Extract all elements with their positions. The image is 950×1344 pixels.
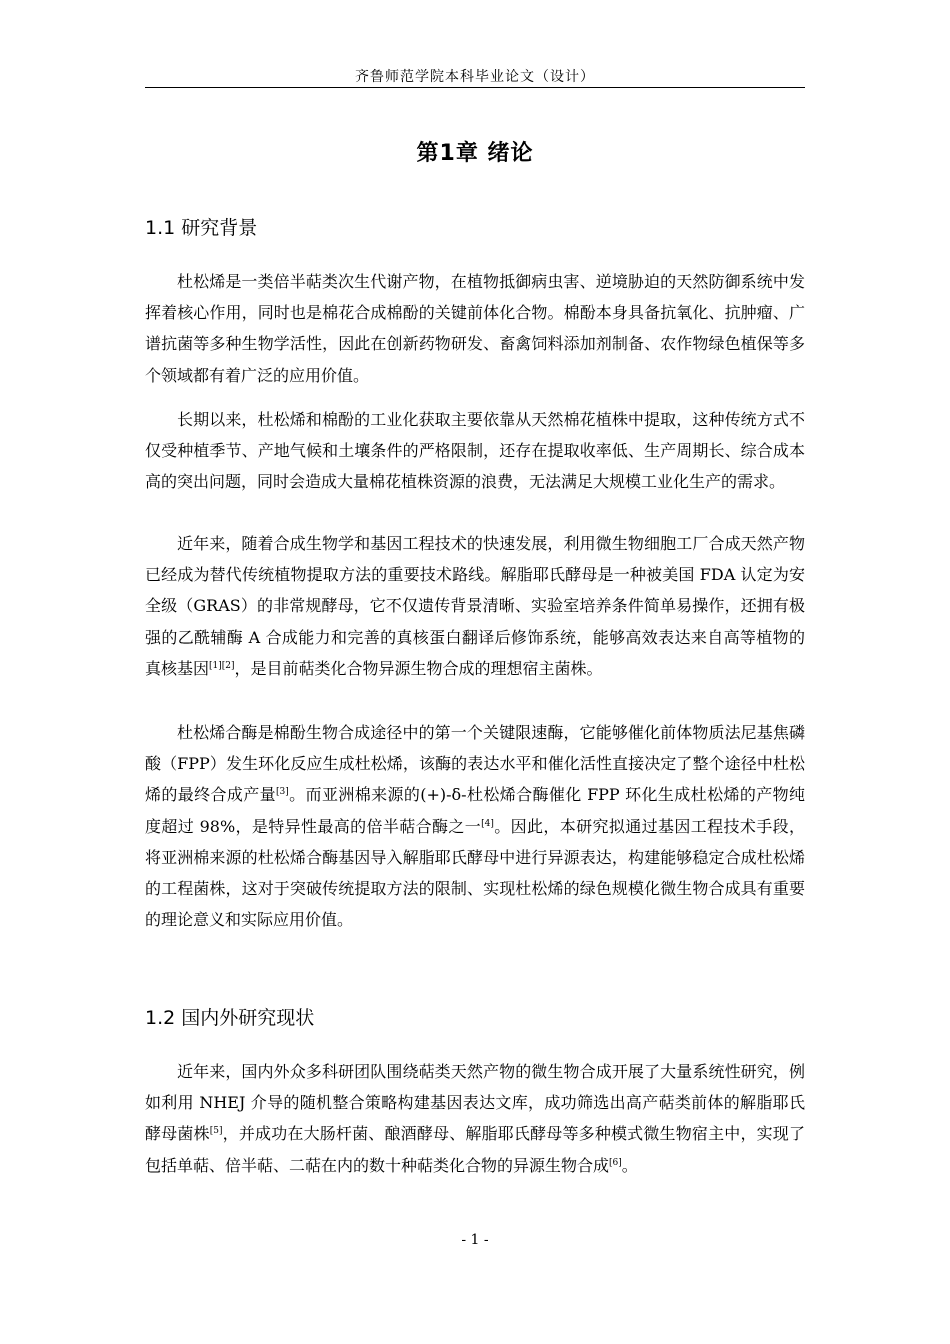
- paragraph-2: [145, 404, 805, 498]
- citation-6: [6]: [609, 1157, 622, 1168]
- paragraph-4-text-b: 。而亚洲棉来源的(+)-δ-杜松烯合酶催化 FPP 环化生成杜松烯的产物纯度超过 98%，是特异性最高的倍半萜合酶之一: [145, 785, 805, 836]
- header-rule: [145, 87, 805, 88]
- paragraph-3: [145, 528, 805, 684]
- paragraph-5-text-b: ，并成功在大肠杆菌、酿酒酵母、解脂耶氏酵母等多种模式微生物宿主中，实现了包括单萜、倍半萜、二萜在内的数十种萜类化合物的异源生物合成: [145, 1124, 805, 1175]
- paragraph-5-text-a: 近年来，国内外众多科研团队围绕萜类天然产物的微生物合成开展了大量系统性研究，例如利用 NHEJ 介导的随机整合策略构建基因表达文库，成功筛选出高产萜类前体的解脂耶氏酵母菌株: [145, 1062, 805, 1144]
- paragraph-5-text-c: 。: [621, 1155, 638, 1175]
- citation-4: [4]: [481, 818, 494, 829]
- paragraph-2-text: 长期以来，杜松烯和棉酚的工业化获取主要依靠从天然棉花植株中提取，这种传统方式不仅受种植季节、产地气候和土壤条件的严格限制，还存在提取收率低、生产周期长、综合成本高的突出问题，同时会造成大量棉花植株资源的浪费，无法满足大规模工业化生产的需求。: [145, 410, 805, 492]
- section-heading-background: 1.1 研究背景: [145, 217, 258, 239]
- citation-5: [5]: [209, 1126, 223, 1137]
- paragraph-5: [145, 1056, 805, 1181]
- page-number: - 1 -: [461, 1232, 489, 1248]
- paragraph-3-text-a: 近年来，随着合成生物学和基因工程技术的快速发展，利用微生物细胞工厂合成天然产物已经成为替代传统植物提取方法的重要技术路线。解脂耶氏酵母是一种被美国 FDA 认定为安全级（GRAS）的非常规酵母，它不仅遗传背景清晰、实验室培养条件简单易操作，还拥有极强的乙酰辅酶 A 合成能力和完善的真核蛋白翻译后修饰系统，能够高效表达来自高等植物的真核基因: [145, 534, 805, 678]
- paragraph-4-text-a: 杜松烯合酶是棉酚生物合成途径中的第一个关键限速酶，它能够催化前体物质法尼基焦磷酸（FPP）发生环化反应生成杜松烯，该酶的表达水平和催化活性直接决定了整个途径中杜松烯的最终合成产量: [145, 723, 805, 805]
- paragraph-1: [145, 266, 805, 391]
- citation-1-2: [1][2]: [209, 660, 235, 671]
- paragraph-1-text: 杜松烯是一类倍半萜类次生代谢产物，在植物抵御病虫害、逆境胁迫的天然防御系统中发挥着核心作用，同时也是棉花合成棉酚的关键前体化合物。棉酚本身具备抗氧化、抗肿瘤、广谱抗菌等多种生物学活性，因此在创新药物研发、畜禽饲料添加剂制备、农作物绿色植保等多个领域都有着广泛的应用价值。: [145, 272, 805, 385]
- paragraph-4: [145, 717, 805, 935]
- section-heading-research-status: 1.2 国内外研究现状: [145, 1007, 315, 1029]
- paragraph-3-text-b: ，是目前萜类化合物异源生物合成的理想宿主菌株。: [234, 658, 603, 678]
- paragraph-4-text-c: 。因此，本研究拟通过基因工程技术手段，将亚洲棉来源的杜松烯合酶基因导入解脂耶氏酵母中进行异源表达，构建能够稳定合成杜松烯的工程菌株，这对于突破传统提取方法的限制、实现杜松烯的绿色规模化微生物合成具有重要的理论意义和实际应用价值。: [145, 816, 805, 930]
- chapter-title: 第1章 绪论: [416, 141, 534, 166]
- running-header: 齐鲁师范学院本科毕业论文（设计）: [355, 69, 595, 85]
- citation-3: [3]: [276, 787, 289, 798]
